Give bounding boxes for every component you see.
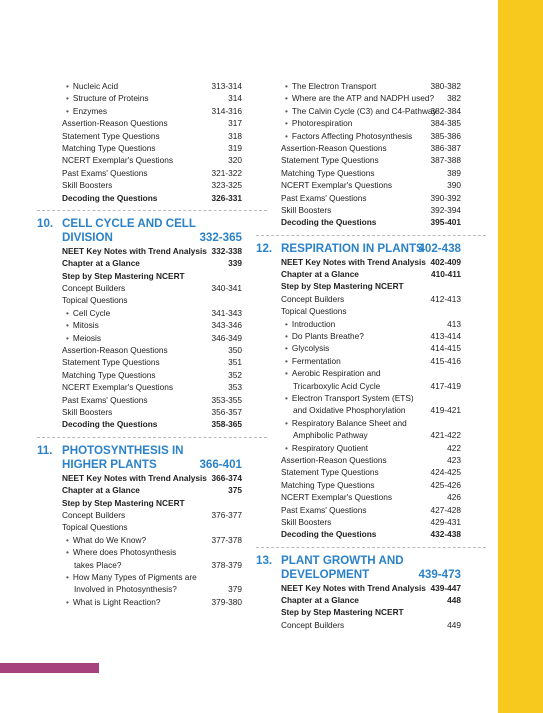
toc-right-column	[256, 80, 461, 631]
entry-title: Chapter at a Glance	[281, 269, 359, 280]
chapter-pages: 402-438	[418, 241, 461, 255]
entry-title: Matching Type Questions	[281, 479, 375, 490]
entry-pages: 323-325	[211, 180, 242, 191]
entry-title: Past Exams' Questions	[281, 504, 367, 515]
entry-pages: 413	[447, 318, 461, 329]
entry-title: NEET Key Notes with Trend Analysis	[281, 582, 426, 593]
entry-title: Matching Type Questions	[62, 142, 156, 153]
entry-pages: 415-416	[430, 355, 461, 366]
entry-title: Tricarboxylic Acid Cycle	[293, 380, 381, 391]
entry-pages: 382-384	[430, 105, 461, 116]
entry-title: NCERT Exemplar's Questions	[281, 492, 393, 503]
side-color-band	[498, 0, 543, 713]
chapter-heading-13	[256, 553, 461, 582]
toc-entry	[62, 80, 242, 92]
entry-pages: 423	[447, 454, 461, 465]
entry-pages: 340-341	[211, 283, 242, 294]
entry-pages: 390-392	[430, 192, 461, 203]
entry-pages: 352	[228, 369, 242, 380]
toc-list	[281, 582, 461, 632]
toc-entry	[281, 582, 461, 594]
toc-left-column	[37, 80, 242, 608]
entry-pages: 448	[447, 595, 461, 606]
entry-title: Concept Builders	[281, 293, 345, 304]
toc-entry	[62, 167, 242, 179]
entry-title: Matching Type Questions	[281, 167, 375, 178]
toc-entry	[281, 594, 461, 606]
entry-title: • Glycolysis	[285, 342, 329, 354]
chapter-title-line: PLANT GROWTH AND	[281, 553, 404, 567]
toc-entry	[62, 418, 242, 430]
entry-title: Concept Builders	[62, 283, 126, 294]
toc-entry	[281, 80, 461, 92]
chapter-divider	[37, 210, 267, 211]
entry-title: NEET Key Notes with Trend Analysis	[62, 245, 207, 256]
toc-entry	[281, 479, 461, 491]
toc-entry	[281, 216, 461, 228]
toc-entry	[62, 179, 242, 191]
toc-entry	[281, 417, 461, 429]
entry-pages: 353	[228, 382, 242, 393]
entry-title: • The Calvin Cycle (C3) and C4-Pathway	[285, 105, 437, 117]
entry-pages: 402-409	[430, 256, 461, 267]
entry-pages: 356-357	[211, 406, 242, 417]
entry-pages: 412-413	[430, 293, 461, 304]
entry-title: • Meiosis	[66, 332, 101, 344]
chapter-pages: 439-473	[418, 567, 461, 581]
entry-title: • Where does Photosynthesis	[66, 546, 176, 558]
toc-list	[281, 80, 461, 229]
entry-title: takes Place?	[74, 559, 122, 570]
entry-title: Decoding the Questions	[62, 419, 158, 430]
entry-title: Skill Boosters	[281, 204, 332, 215]
chapter-title-line: PHOTOSYNTHESIS IN	[62, 443, 184, 457]
toc-entry	[281, 330, 461, 342]
toc-entry	[281, 619, 461, 631]
entry-pages: 318	[228, 130, 242, 141]
entry-pages: 410-411	[431, 269, 461, 280]
entry-pages: 358-365	[211, 419, 242, 430]
toc-entry	[281, 268, 461, 280]
toc-entry	[281, 516, 461, 528]
entry-title: Skill Boosters	[62, 406, 113, 417]
entry-title: • Factors Affecting Photosynthesis	[285, 130, 412, 142]
entry-pages: 375	[228, 485, 242, 496]
toc-entry	[62, 142, 242, 154]
entry-pages: 439-447	[430, 582, 461, 593]
toc-entry	[62, 307, 242, 319]
entry-title: • Electron Transport System (ETS)	[285, 392, 414, 404]
entry-pages: 321-322	[211, 167, 242, 178]
toc-entry	[281, 429, 461, 441]
toc-entry	[281, 392, 461, 404]
entry-title: Statement Type Questions	[281, 155, 379, 166]
toc-entry	[62, 369, 242, 381]
entry-pages: 319	[228, 142, 242, 153]
entry-title: Statement Type Questions	[62, 130, 160, 141]
toc-entry	[62, 497, 242, 509]
toc-entry	[62, 245, 242, 257]
toc-entry	[62, 509, 242, 521]
chapter-heading-11	[37, 443, 242, 472]
chapter-title-line: DEVELOPMENT	[281, 567, 370, 581]
entry-title: and Oxidative Phosphorylation	[293, 405, 406, 416]
entry-pages: 385-386	[430, 130, 461, 141]
entry-pages: 425-426	[430, 479, 461, 490]
chapter-number: 11.	[37, 443, 53, 457]
entry-pages: 427-428	[430, 504, 461, 515]
entry-title: • Where are the ATP and NADPH used?	[285, 92, 434, 104]
entry-title: Past Exams' Questions	[62, 394, 148, 405]
entry-pages: 432-438	[430, 529, 461, 540]
entry-pages: 313-314	[211, 81, 242, 91]
entry-title: NCERT Exemplar's Questions	[62, 382, 174, 393]
entry-title: Assertion-Reason Questions	[281, 142, 387, 153]
entry-pages: 314-316	[211, 105, 242, 116]
toc-entry	[281, 142, 461, 154]
entry-pages: 417-419	[430, 380, 461, 391]
toc-entry	[62, 583, 242, 595]
entry-title: Topical Questions	[281, 306, 347, 317]
toc-entry	[62, 406, 242, 418]
toc-entry	[281, 117, 461, 129]
entry-pages: 353-355	[211, 394, 242, 405]
entry-title: Amphibolic Pathway	[293, 430, 368, 441]
toc-entry	[281, 466, 461, 478]
entry-title: NEET Key Notes with Trend Analysis	[62, 472, 207, 483]
entry-pages: 317	[228, 118, 242, 129]
toc-entry	[62, 257, 242, 269]
toc-entry	[281, 92, 461, 104]
entry-pages: 429-431	[430, 516, 461, 527]
entry-pages: 379	[228, 584, 242, 595]
toc-entry	[62, 270, 242, 282]
entry-title: • What do We Know?	[66, 534, 146, 546]
entry-title: Decoding the Questions	[281, 217, 377, 228]
toc-entry	[62, 130, 242, 142]
entry-title: • Cell Cycle	[66, 307, 110, 319]
entry-title: • Nucleic Acid	[66, 80, 118, 92]
entry-pages: 382	[447, 93, 461, 104]
entry-title: Step by Step Mastering NCERT	[281, 607, 404, 618]
entry-title: Skill Boosters	[62, 180, 113, 191]
entry-pages: 419-421	[430, 405, 461, 416]
entry-pages: 346-349	[211, 332, 242, 343]
toc-entry	[281, 442, 461, 454]
chapter-divider	[256, 235, 486, 236]
toc-entry	[62, 596, 242, 608]
toc-entry	[281, 504, 461, 516]
entry-title: • Respiratory Balance Sheet and	[285, 417, 407, 429]
entry-pages: 366-374	[211, 472, 242, 483]
entry-pages: 332-338	[211, 245, 242, 256]
entry-pages: 449	[447, 619, 461, 630]
toc-entry	[62, 394, 242, 406]
toc-entry	[281, 404, 461, 416]
toc-list	[62, 245, 242, 431]
chapter-heading-10	[37, 216, 242, 245]
entry-pages: 341-343	[211, 307, 242, 318]
entry-title: Skill Boosters	[281, 516, 332, 527]
toc-entry	[62, 521, 242, 533]
entry-pages: 384-385	[430, 118, 461, 129]
entry-pages: 421-422	[430, 430, 461, 441]
entry-pages: 380-382	[430, 81, 461, 91]
entry-title: Decoding the Questions	[62, 192, 158, 203]
entry-pages: 389	[447, 167, 461, 178]
toc-entry	[62, 472, 242, 484]
toc-entry	[281, 491, 461, 503]
toc-entry	[281, 154, 461, 166]
toc-entry	[281, 342, 461, 354]
toc-entry	[62, 105, 242, 117]
entry-title: Chapter at a Glance	[62, 258, 140, 269]
toc-entry	[62, 546, 242, 558]
chapter-divider	[256, 547, 486, 548]
entry-pages: 320	[228, 155, 242, 166]
chapter-title-line: RESPIRATION IN PLANTS	[281, 241, 424, 255]
entry-title: Past Exams' Questions	[62, 167, 148, 178]
entry-title: • Mitosis	[66, 319, 99, 331]
toc-entry	[281, 256, 461, 268]
chapter-pages: 332-365	[199, 230, 242, 244]
entry-title: Chapter at a Glance	[62, 485, 140, 496]
toc-entry	[281, 179, 461, 191]
entry-pages: 386-387	[430, 142, 461, 153]
toc-entry	[62, 282, 242, 294]
entry-title: • Respiratory Quotient	[285, 442, 368, 454]
toc-entry	[281, 528, 461, 540]
toc-entry	[281, 355, 461, 367]
toc-list	[62, 472, 242, 608]
toc-entry	[62, 571, 242, 583]
entry-pages: 390	[447, 180, 461, 191]
toc-entry	[62, 294, 242, 306]
entry-title: • Fermentation	[285, 355, 341, 367]
entry-title: Assertion-Reason Questions	[62, 345, 168, 356]
toc-entry	[281, 130, 461, 142]
entry-title: • Enzymes	[66, 105, 107, 117]
entry-title: Step by Step Mastering NCERT	[62, 270, 185, 281]
toc-entry	[62, 92, 242, 104]
toc-entry	[281, 280, 461, 292]
chapter-number: 12.	[256, 241, 273, 255]
entry-title: Matching Type Questions	[62, 369, 156, 380]
entry-title: Concept Builders	[62, 509, 126, 520]
toc-entry	[281, 367, 461, 379]
entry-title: Past Exams' Questions	[281, 192, 367, 203]
entry-pages: 326-331	[211, 192, 242, 203]
toc-entry	[281, 204, 461, 216]
chapter-heading-12	[256, 241, 461, 256]
toc-entry	[281, 192, 461, 204]
toc-entry	[62, 344, 242, 356]
chapter-divider	[37, 437, 267, 438]
toc-entry	[281, 606, 461, 618]
entry-pages: 422	[447, 442, 461, 453]
entry-title: • The Electron Transport	[285, 80, 376, 92]
entry-pages: 343-346	[211, 320, 242, 331]
entry-title: Assertion-Reason Questions	[281, 454, 387, 465]
toc-entry	[62, 356, 242, 368]
toc-entry	[281, 318, 461, 330]
toc-entry	[62, 559, 242, 571]
toc-entry	[62, 192, 242, 204]
toc-entry	[281, 167, 461, 179]
entry-pages: 413-414	[430, 331, 461, 342]
entry-title: • Photorespiration	[285, 117, 352, 129]
entry-title: • How Many Types of Pigments are	[66, 571, 197, 583]
entry-pages: 376-377	[211, 509, 242, 520]
entry-pages: 351	[228, 357, 242, 368]
entry-title: • Do Plants Breathe?	[285, 330, 364, 342]
entry-title: Chapter at a Glance	[281, 595, 359, 606]
entry-title: Topical Questions	[62, 522, 128, 533]
chapter-title-line: HIGHER PLANTS	[62, 457, 157, 471]
toc-entry	[281, 454, 461, 466]
chapter-number: 10.	[37, 216, 54, 230]
toc-entry	[62, 117, 242, 129]
entry-title: Decoding the Questions	[281, 529, 377, 540]
toc-entry	[281, 105, 461, 117]
entry-title: Involved in Photosynthesis?	[74, 584, 177, 595]
entry-title: NCERT Exemplar's Questions	[281, 180, 393, 191]
toc-entry	[62, 381, 242, 393]
toc-entry	[281, 293, 461, 305]
entry-pages: 424-425	[430, 467, 461, 478]
entry-pages: 426	[447, 492, 461, 503]
toc-entry	[62, 319, 242, 331]
entry-title: NCERT Exemplar's Questions	[62, 155, 174, 166]
entry-title: Step by Step Mastering NCERT	[62, 497, 185, 508]
entry-title: • Introduction	[285, 318, 335, 330]
entry-pages: 377-378	[211, 534, 242, 545]
entry-pages: 378-379	[211, 559, 242, 570]
entry-pages: 414-415	[430, 343, 461, 354]
entry-title: • Structure of Proteins	[66, 92, 149, 104]
entry-title: Topical Questions	[62, 295, 128, 306]
entry-title: Statement Type Questions	[62, 357, 160, 368]
toc-entry	[62, 534, 242, 546]
toc-list	[281, 256, 461, 541]
chapter-pages: 366-401	[199, 457, 242, 471]
entry-title: Concept Builders	[281, 619, 345, 630]
toc-entry	[281, 305, 461, 317]
toc-entry	[62, 484, 242, 496]
entry-pages: 339	[228, 258, 242, 269]
entry-title: • Aerobic Respiration and	[285, 367, 380, 379]
toc-entry	[281, 380, 461, 392]
entry-pages: 392-394	[430, 204, 461, 215]
entry-pages: 379-380	[211, 596, 242, 607]
entry-pages: 395-401	[430, 217, 461, 228]
entry-pages: 350	[228, 345, 242, 356]
entry-title: NEET Key Notes with Trend Analysis	[281, 256, 426, 267]
entry-title: Assertion-Reason Questions	[62, 118, 168, 129]
chapter-title-line: CELL CYCLE AND CELL	[62, 216, 196, 230]
entry-title: Step by Step Mastering NCERT	[281, 281, 404, 292]
entry-pages: 387-388	[430, 155, 461, 166]
bottom-accent-bar	[0, 663, 99, 673]
toc-list	[62, 80, 242, 204]
chapter-title-line: DIVISION	[62, 230, 113, 244]
toc-entry	[62, 332, 242, 344]
entry-pages: 314	[228, 93, 242, 104]
entry-title: Statement Type Questions	[281, 467, 379, 478]
chapter-number: 13.	[256, 553, 273, 567]
toc-entry	[62, 154, 242, 166]
entry-title: • What is Light Reaction?	[66, 596, 161, 608]
